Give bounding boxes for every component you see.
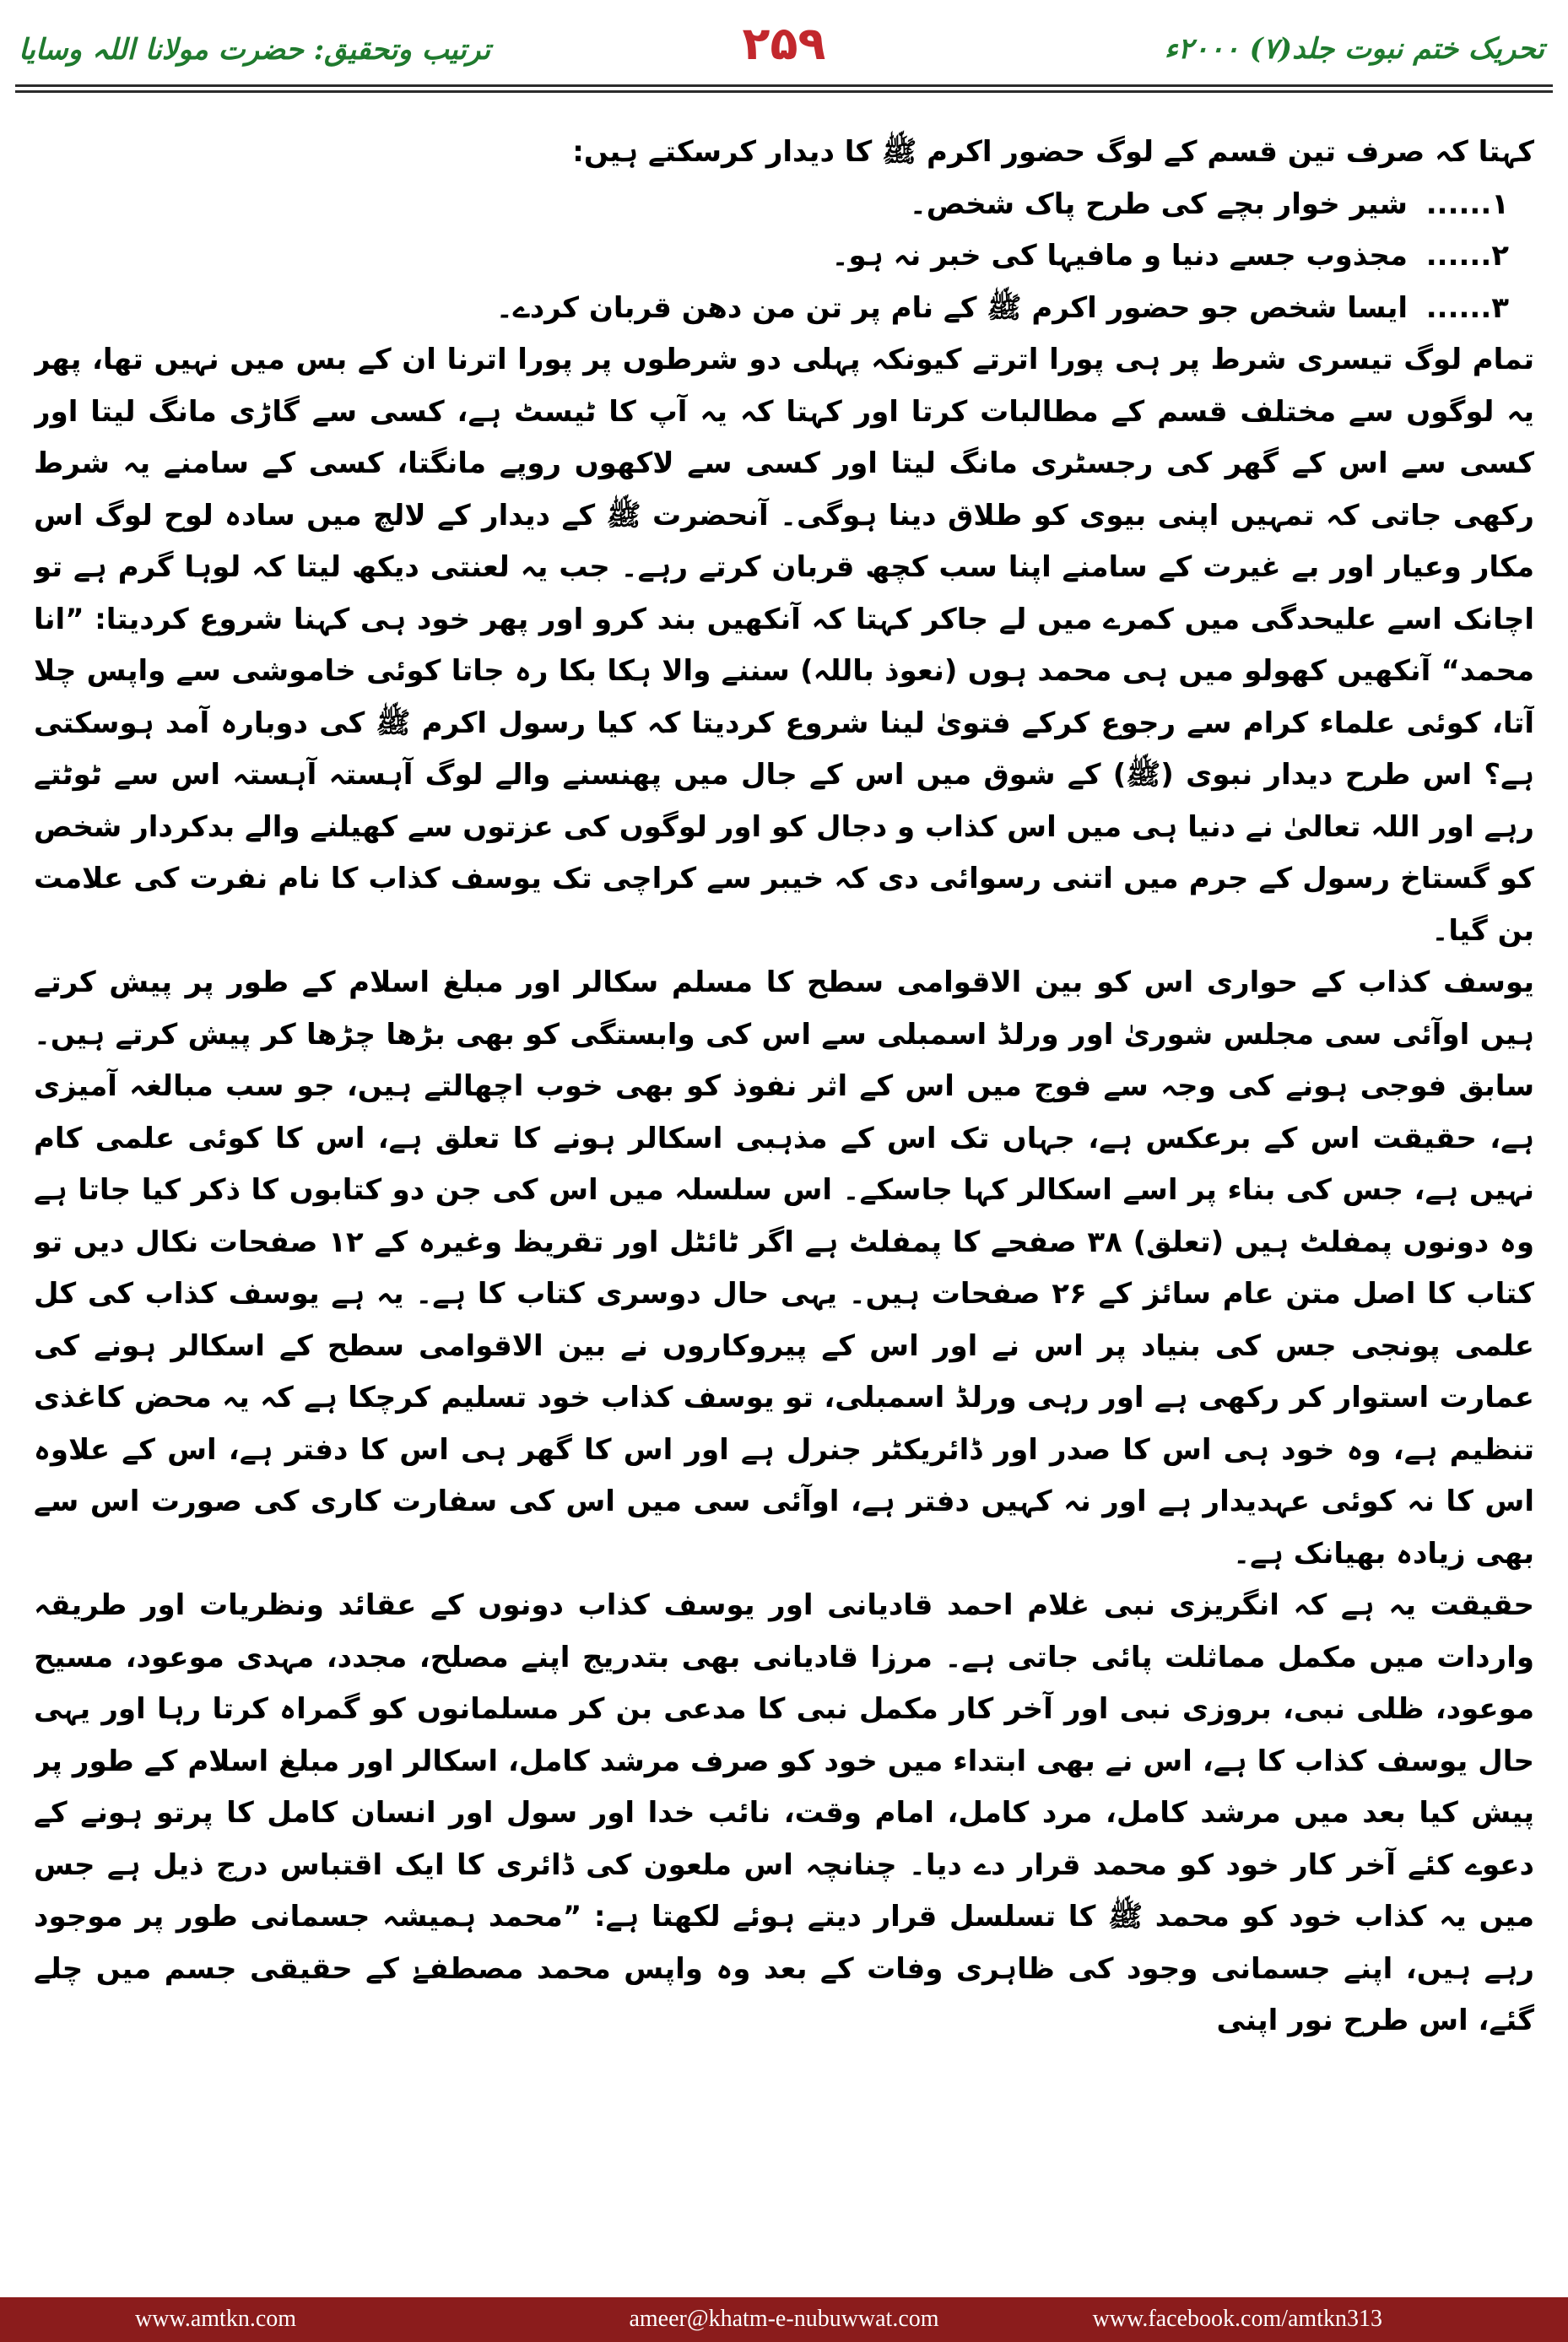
list-text: ایسا شخص جو حضور اکرم ﷺ کے نام پر تن من دھن قربان کردے۔ [495, 290, 1408, 325]
page-body [34, 127, 1534, 2270]
list-number: ۱...... [1425, 187, 1509, 221]
paragraph: حقیقت یہ ہے کہ انگریزی نبی غلام احمد قادیانی اور یوسف کذاب دونوں کے عقائد ونظریات اور طریقہ واردات میں مکمل مماثلت پائی جاتی ہے۔ مرزا قادیانی بھی بتدریج اپنے مصلح، مجدد، مہدی موعود، مسیح موعود، ظلی نبی، بروزی نبی اور آخر کار مکمل نبی کا مدعی بن کر مسلمانوں کو گمراہ کرتا رہا اور یہی حال یوسف کذاب کا ہے، اس نے بھی ابتداء میں خود کو صرف مرشد کامل، اسکالر اور مبلغ اسلام کے طور پر پیش کیا بعد میں مرشد کامل، مرد کامل، امام وقت، نائب خدا اور سول اور انسان کامل کا پرتو ہونے کے دعوے کئے آخر کار خود کو محمد قرار دے دیا۔ چنانچہ اس ملعون کی ڈائری کا ایک اقتباس درج ذیل ہے جس میں یہ کذاب خود کو محمد ﷺ کا تسلسل قرار دیتے ہوئے لکھتا ہے: ”محمد ہمیشہ جسمانی طور پر موجود رہے ہیں، اپنے جسمانی وجود کی ظاہری وفات کے بعد وہ واپس محمد مصطفےٰ کے حقیقی جسم میں چلے گئے، اس طرح نور اپنی [34, 1588, 1534, 2037]
header-divider [15, 84, 1553, 87]
intro-line: کہتا کہ صرف تین قسم کے لوگ حضور اکرم ﷺ کا دیدار کرسکتے ہیں: [572, 135, 1534, 169]
editor-credit: ترتیب وتحقیق: حضرت مولانا اللہ وسایا [19, 33, 491, 67]
list-number: ۳...... [1425, 290, 1509, 325]
page-number: ۲۵۹ [742, 17, 826, 70]
page-header [0, 0, 1568, 93]
footer-facebook-link[interactable]: www.facebook.com/amtkn313 [1092, 2306, 1382, 2332]
list-item [34, 179, 1534, 231]
footer-email[interactable]: ameer@khatm-e-nubuwwat.com [629, 2306, 939, 2332]
paragraph: تمام لوگ تیسری شرط پر ہی پورا اترتے کیونکہ پہلی دو شرطوں پر پورا اترنا ان کے بس میں نہیں تھا، پھر یہ لوگوں سے مختلف قسم کے مطالبات کرتا اور کہتا کہ یہ آپ کا ٹیسٹ ہے، کسی سے گاڑی مانگ لیتا اور کسی سے اس کے گھر کی رجسٹری مانگ لیتا اور کسی سے لاکھوں روپے مانگتا، کسی کے سامنے یہ شرط رکھی جاتی کہ تمہیں اپنی بیوی کو طلاق دینا ہوگی۔ آنحضرت ﷺ کے دیدار کے لالچ میں سادہ لوح لوگ اس مکار وعیار اور بے غیرت کے سامنے اپنا سب کچھ قربان کرتے رہے۔ جب یہ لعنتی دیکھ لیتا کہ لوہا گرم ہے تو اچانک اسے علیحدگی میں کمرے میں لے جاکر کہتا کہ آنکھیں بند کرو اور پھر خود ہی کہنا شروع کردیتا: ”انا محمد“ آنکھیں کھولو میں ہی محمد ہوں (نعوذ باللہ) سننے والا ہکا بکا رہ جاتا کوئی خاموشی سے واپس چلا آتا، کوئی علماء کرام سے رجوع کرکے فتویٰ لینا شروع کردیتا کہ کیا رسول اکرم ﷺ کی دوبارہ آمد ہوسکتی ہے؟ اس طرح دیدار نبوی (ﷺ) کے شوق میں اس کے جال میں پھنسنے والے لوگ آہستہ آہستہ اس سے ٹوٹتے رہے اور اللہ تعالیٰ نے دنیا ہی میں اس کذاب و دجال کو اور لوگوں کی عزتوں سے کھیلنے والے بدکردار شخص کو گستاخ رسول کے جرم میں اتنی رسوائی دی کہ خیبر سے کراچی تک یوسف کذاب کا نام نفرت کی علامت بن گیا۔ [34, 343, 1534, 948]
book-title: تحریک ختم نبوت جلد(۷) ۲۰۰۰ء [1164, 32, 1544, 66]
footer-website-link[interactable]: www.amtkn.com [135, 2306, 297, 2332]
list-number: ۲...... [1425, 239, 1509, 273]
list-text: مجذوب جسے دنیا و مافیہا کی خبر نہ ہو۔ [831, 239, 1408, 273]
page-footer [0, 2297, 1568, 2342]
paragraph: یوسف کذاب کے حواری اس کو بین الاقوامی سطح کا مسلم سکالر اور مبلغ اسلام کے طور پر پیش کرتے ہیں اوآئی سی مجلس شوریٰ اور ورلڈ اسمبلی سے اس کی وابستگی کو بھی بڑھا چڑھا کر پیش کرتے ہیں۔ سابق فوجی ہونے کی وجہ سے فوج میں اس کے اثر نفوذ کو بھی خوب اچھالتے ہیں، جو سب مبالغہ آمیزی ہے، حقیقت اس کے برعکس ہے، جہاں تک اس کے مذہبی اسکالر ہونے کا تعلق ہے، اس کا کوئی علمی کام نہیں ہے، جس کی بناء پر اسے اسکالر کہا جاسکے۔ اس سلسلہ میں اس کی جن دو کتابوں کا ذکر کیا جاتا ہے وہ دونوں پمفلٹ ہیں (تعلق) ۳۸ صفحے کا پمفلٹ ہے اگر ٹائٹل اور تقریظ وغیرہ کے ۱۲ صفحات نکال دیں تو کتاب کا اصل متن عام سائز کے ۲۶ صفحات ہیں۔ یہی حال دوسری کتاب کا ہے۔ یہ ہے یوسف کذاب کی کل علمی پونجی جس کی بنیاد پر اس نے اور اس کے پیروکاروں نے بین الاقوامی سطح کے اسکالر ہونے کی عمارت استوار کر رکھی ہے اور رہی ورلڈ اسمبلی، تو یوسف کذاب خود تسلیم کرچکا ہے کہ یہ محض کاغذی تنظیم ہے، وہ خود ہی اس کا صدر اور ڈائریکٹر جنرل ہے اور اس کا گھر ہی اس کا دفتر ہے، اس کے علاوہ اس کا نہ کوئی عہدیدار ہے اور نہ کہیں دفتر ہے، اوآئی سی میں اس کی سفارت کاری کی صورت اس سے بھی زیادہ بھیانک ہے۔ [34, 965, 1534, 1571]
list-item [34, 283, 1534, 335]
header-divider [15, 90, 1553, 93]
list-text: شیر خوار بچے کی طرح پاک شخص۔ [909, 187, 1408, 221]
list-item [34, 230, 1534, 283]
numbered-list [34, 179, 1534, 335]
